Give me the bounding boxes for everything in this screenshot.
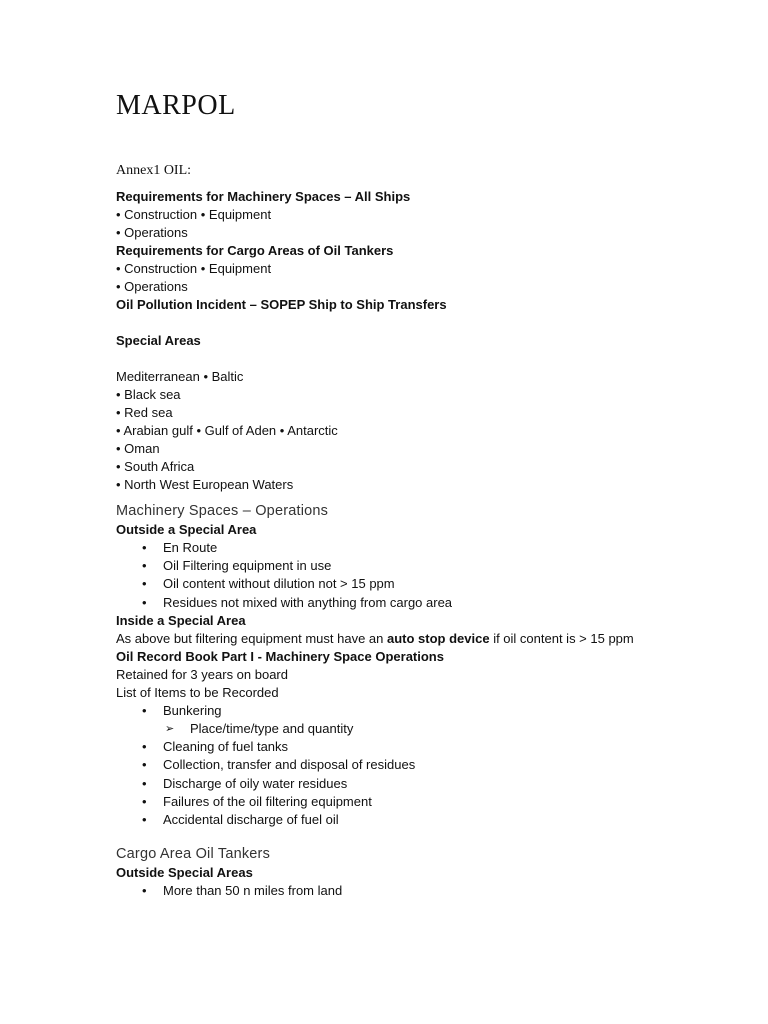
list-item-text: Collection, transfer and disposal of residues — [163, 757, 416, 773]
list-item-text: Oil Filtering equipment in use — [163, 558, 332, 574]
list-item-text: Cleaning of fuel tanks — [163, 739, 289, 755]
special-area-item: • South Africa — [116, 459, 195, 474]
list-item-text: Failures of the oil filtering equipment — [163, 793, 372, 809]
sub-list-item — [116, 720, 656, 738]
list-item — [116, 557, 656, 575]
inside-text-after: if oil content is > 15 ppm — [489, 630, 634, 646]
bullet-icon: • — [142, 793, 147, 809]
req-cargo-heading: Requirements for Cargo Areas of Oil Tankers — [116, 243, 394, 258]
sopep-heading: Oil Pollution Incident – SOPEP Ship to Ship Transfers — [116, 297, 447, 312]
arrow-bullet-icon: ➢ — [165, 723, 175, 736]
annex-title: Annex1 OIL: — [116, 163, 192, 178]
bullet-icon: • — [142, 558, 147, 574]
bullet-icon: • — [142, 812, 147, 828]
list-item-text: En Route — [163, 540, 218, 555]
machinery-ops-heading: Machinery Spaces – Operations — [116, 503, 329, 519]
spacer — [116, 314, 656, 332]
bullet-icon: • — [142, 883, 147, 899]
inside-special-area-heading: Inside a Special Area — [116, 612, 246, 628]
oil-record-book-heading: Oil Record Book Part I - Machinery Space Operations — [116, 648, 444, 664]
special-area-item: • Arabian gulf • Gulf of Aden • Antarctic — [116, 423, 338, 438]
list-item — [116, 575, 656, 593]
list-item — [116, 811, 656, 829]
spacer — [116, 350, 656, 368]
list-item — [116, 756, 656, 774]
special-areas-heading: Special Areas — [116, 333, 201, 348]
special-area-item: • Black sea — [116, 387, 181, 402]
auto-stop-device-text: auto stop device — [387, 630, 490, 646]
sub-list-item-text: Place/time/type and quantity — [190, 721, 354, 737]
list-item-text: Accidental discharge of fuel oil — [163, 812, 339, 828]
bullet-icon: • — [142, 594, 147, 610]
special-area-item: • North West European Waters — [116, 477, 294, 492]
list-item — [116, 594, 656, 612]
req-machinery-item: • Construction • Equipment — [116, 207, 272, 222]
bullet-icon: • — [142, 757, 147, 773]
special-area-item: Mediterranean • Baltic — [116, 369, 244, 384]
bullet-icon: • — [142, 540, 147, 555]
list-item-text: Bunkering — [163, 702, 222, 718]
bullet-icon: • — [142, 576, 147, 592]
inside-text-before: As above but filtering equipment must have an — [116, 630, 387, 646]
special-area-item: • Red sea — [116, 405, 173, 420]
bullet-icon: • — [142, 702, 147, 718]
list-item — [116, 539, 656, 557]
list-item-text: Oil content without dilution not > 15 ppm — [163, 576, 395, 592]
cargo-area-heading: Cargo Area Oil Tankers — [116, 846, 271, 863]
list-heading: List of Items to be Recorded — [116, 684, 279, 700]
list-item — [116, 702, 656, 720]
inside-special-area-text — [116, 630, 656, 648]
list-item-text: More than 50 n miles from land — [163, 883, 343, 899]
list-item — [116, 775, 656, 793]
list-item-text: Residues not mixed with anything from cargo area — [163, 594, 453, 610]
list-item — [116, 738, 656, 756]
retained-text: Retained for 3 years on board — [116, 666, 288, 682]
special-area-item: • Oman — [116, 441, 160, 456]
req-machinery-item: • Operations — [116, 225, 188, 240]
list-item — [116, 882, 656, 900]
bullet-icon: • — [142, 775, 147, 791]
req-cargo-item: • Operations — [116, 279, 188, 294]
req-cargo-item: • Construction • Equipment — [116, 261, 272, 276]
list-item — [116, 793, 656, 811]
outside-special-areas-heading: Outside Special Areas — [116, 865, 253, 881]
outside-special-area-heading: Outside a Special Area — [116, 522, 257, 537]
bullet-icon: • — [142, 739, 147, 755]
page-content — [116, 88, 656, 900]
req-machinery-heading: Requirements for Machinery Spaces – All Ships — [116, 189, 411, 204]
page-title: MARPOL — [116, 90, 236, 121]
list-item-text: Discharge of oily water residues — [163, 775, 348, 791]
